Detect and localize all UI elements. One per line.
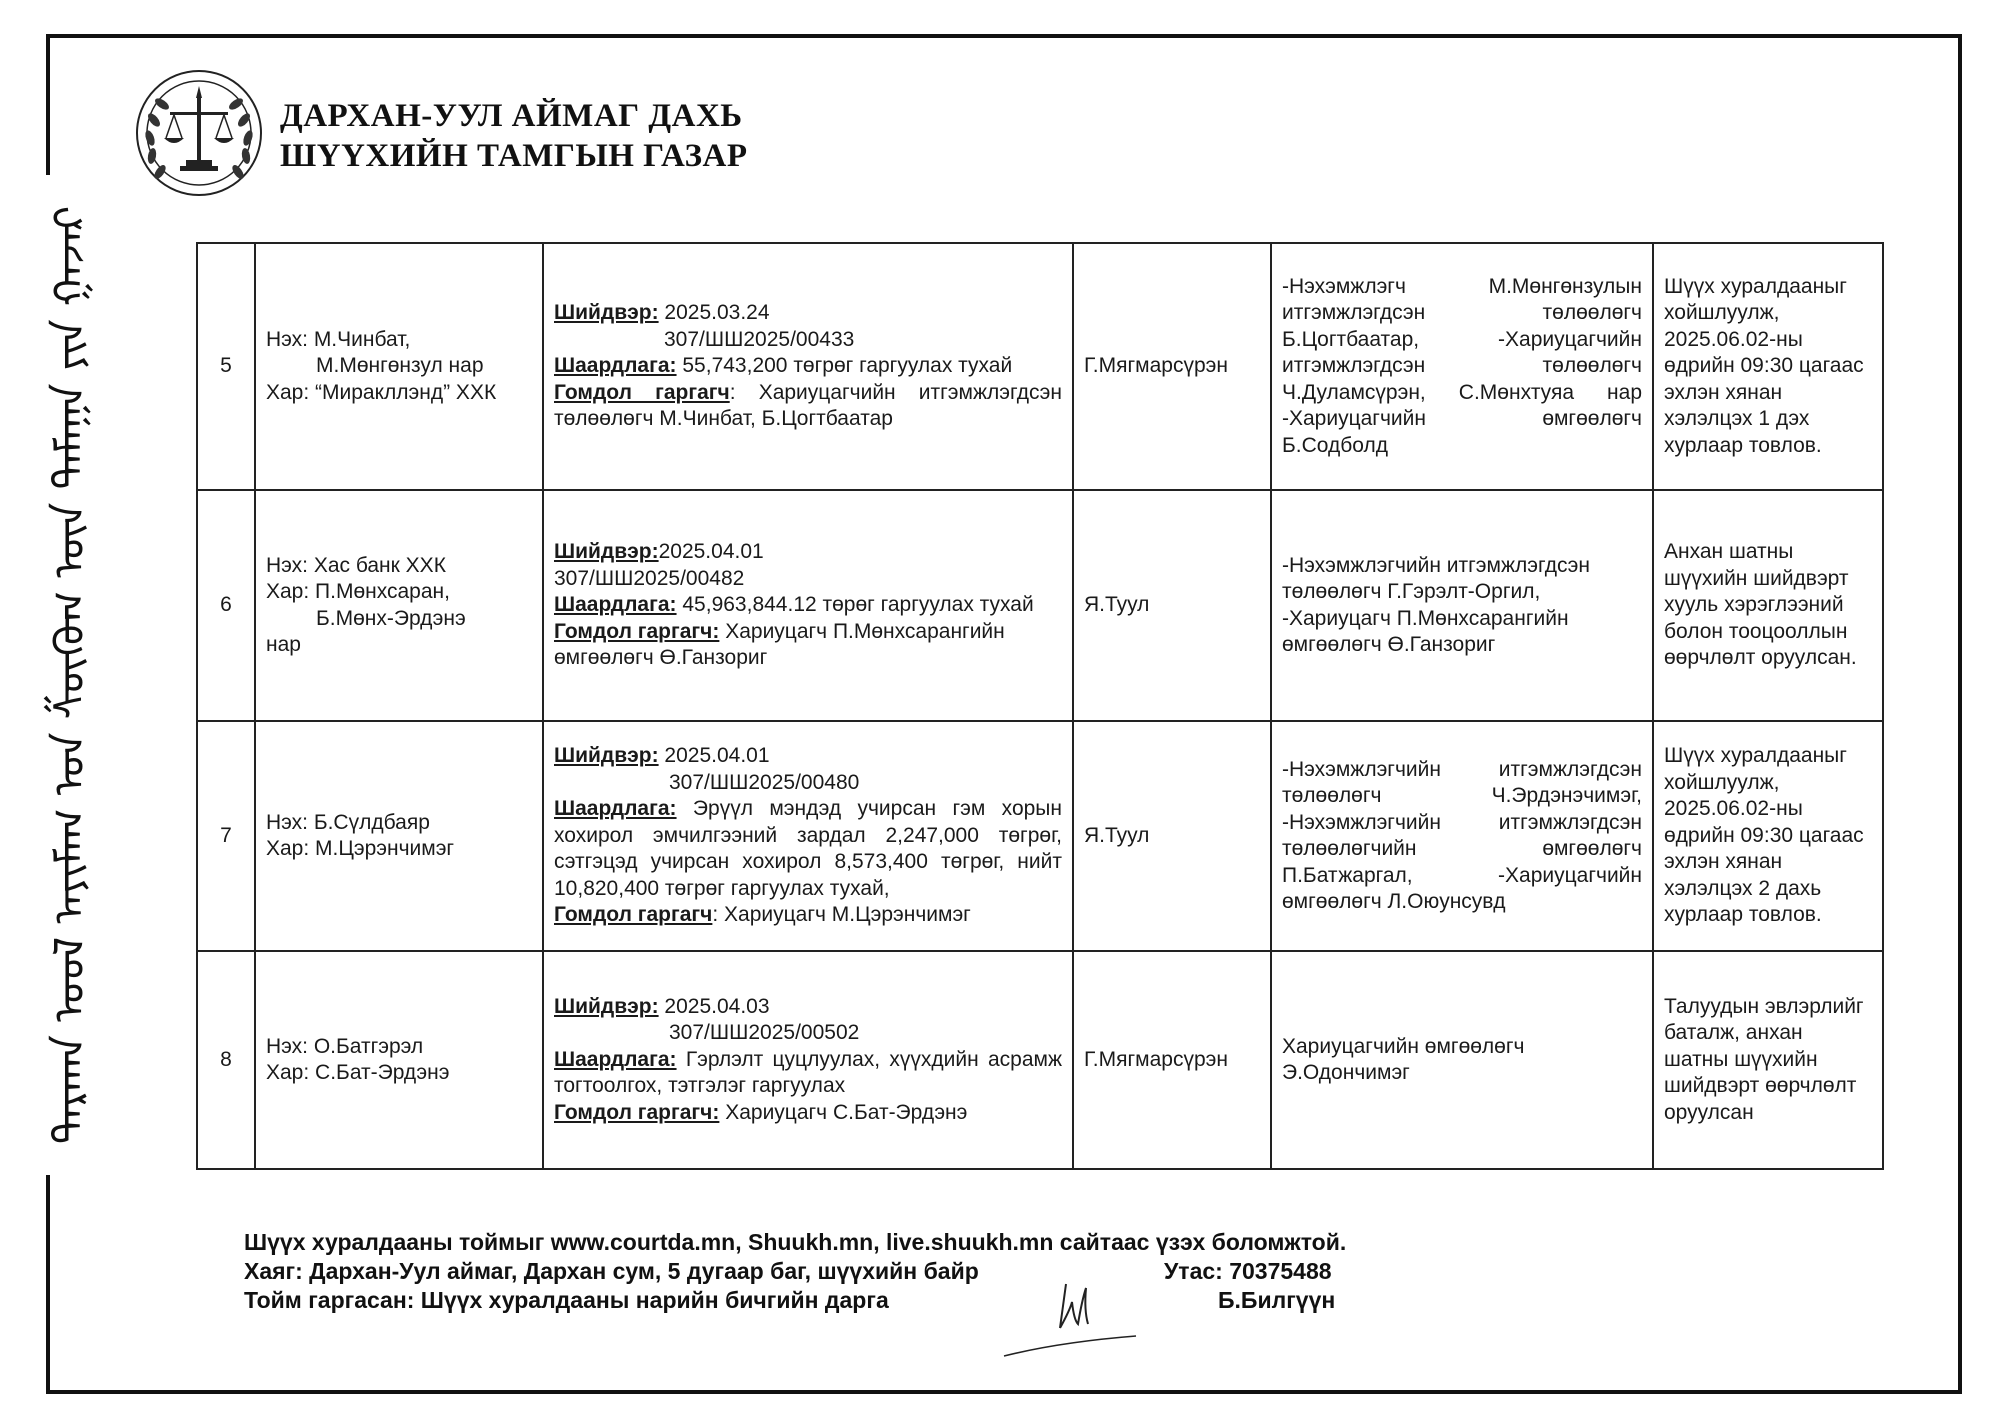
- footer-clerk-name: Б.Билгүүн: [1218, 1287, 1336, 1313]
- table-row: [197, 243, 1883, 490]
- participants-cell: -Нэхэмжлэгчийн итгэмжлэгдсэн төлөөлөгч Ч.Эрдэнэчимэг, -Нэхэмжлэгчийн итгэмжлэгдсэн төлөөлөгчийн өмгөөлөгч П.Батжаргал, -Хариуцагчийн өмгөөлөгч Л.Оюунсувд: [1271, 721, 1653, 951]
- row-number: 6: [197, 490, 255, 721]
- parties-cell: Нэх: М.Чинбат, М.Мөнгөнзул нар Хар: “Миракллэнд” ХХК: [255, 243, 543, 490]
- result-cell: Шүүх хуралдааныг хойшлуулж, 2025.06.02-ны өдрийн 09:30 цагаас эхлэн хянан хэлэлцэх 2 дахь хурлаар товлов.: [1653, 721, 1883, 951]
- footer-address-line: [244, 1257, 1346, 1286]
- table-row: [197, 721, 1883, 951]
- result-cell: Шүүх хуралдааныг хойшлуулж, 2025.06.02-ны өдрийн 09:30 цагаас эхлэн хянан хэлэлцэх 1 дэх хурлаар товлов.: [1653, 243, 1883, 490]
- footer: [244, 1228, 1346, 1315]
- result-cell: Анхан шатны шүүхийн шийдвэрт хууль хэрэглээний болон тооцооллын өөрчлөлт оруулсан.: [1653, 490, 1883, 721]
- judge-cell: Я.Туул: [1073, 721, 1271, 951]
- judge-cell: Г.Мягмарсүрэн: [1073, 243, 1271, 490]
- parties-cell: Нэх: Б.Сүлдбаяр Хар: М.Цэрэнчимэг: [255, 721, 543, 951]
- footer-phone: Утас: 70375488: [1164, 1258, 1332, 1284]
- mongolian-script-side-text: ᠳᠠᠷᠬᠠᠨ ᠤᠤᠯ ᠠᠶᠢᠮᠠᠭ ᠤᠨ ᠱᠦᠭᠦᠬ ᠦᠨ ᠲᠠᠮᠠᠭᠠ ᠶᠢᠨ ᠭᠠᠵᠠᠷ: [22, 175, 98, 1175]
- decision-cell: Шийдвэр:2025.04.01 307/ШШ2025/00482 Шаардлага: 45,963,844.12 төрөг гаргуулах тухай Гомдол гаргагч: Хариуцагч П.Мөнхсарангийн өмгөөлөгч Ө.Ганзориг: [543, 490, 1073, 721]
- decision-cell: Шийдвэр: 2025.03.24 307/ШШ2025/00433 Шаардлага: 55,743,200 төгрөг гаргуулах тухай Гомдол гаргагч: Хариуцагчийн итгэмжлэгдсэн төлөөлөгч М.Чинбат, Б.Цогтбаатар: [543, 243, 1073, 490]
- footer-prepared-by: Тойм гаргасан: Шүүх хуралдааны нарийн бичгийн дарга: [244, 1287, 889, 1313]
- table-row: [197, 490, 1883, 721]
- row-number: 7: [197, 721, 255, 951]
- footer-website-line: Шүүх хуралдааны тоймыг www.courtda.mn, Shuukh.mn, live.shuukh.mn сайтаас үзэх боломжтой.: [244, 1229, 1347, 1255]
- row-number: 5: [197, 243, 255, 490]
- participants-cell: -Нэхэмжлэгчийн итгэмжлэгдсэн төлөөлөгч Г.Гэрэлт-Оргил, -Хариуцагч П.Мөнхсарангийн өмгөөлөгч Ө.Ганзориг: [1271, 490, 1653, 721]
- organization-title: [280, 96, 747, 176]
- decision-cell: Шийдвэр: 2025.04.03 307/ШШ2025/00502 Шаардлага: Гэрлэлт цуцлуулах, хүүхдийн асрамж тогтоолгох, тэтгэлэг гаргуулах Гомдол гаргагч: Хариуцагч С.Бат-Эрдэнэ: [543, 951, 1073, 1169]
- participants-cell: -Нэхэмжлэгч М.Мөнгөнзулын итгэмжлэгдсэн төлөөлөгч Б.Цогтбаатар, -Хариуцагчийн итгэмжлэгдсэн төлөөлөгч Ч.Дуламсүрэн, С.Мөнхтуяа нар -Хариуцагчийн өмгөөлөгч Б.Содболд: [1271, 243, 1653, 490]
- court-emblem-icon: [134, 68, 264, 198]
- org-title-line1: ДАРХАН-УУЛ АЙМАГ ДАХЬ: [280, 98, 743, 134]
- participants-cell: Хариуцагчийн өмгөөлөгч Э.Одончимэг: [1271, 951, 1653, 1169]
- handwritten-signature: [1000, 1280, 1140, 1360]
- org-title-line2: ШҮҮХИЙН ТАМГЫН ГАЗАР: [280, 138, 748, 174]
- parties-cell: Нэх: Хас банк ХХК Хар: П.Мөнхсаран, Б.Мөнх-Эрдэнэ нар: [255, 490, 543, 721]
- result-cell: Талуудын эвлэрлийг баталж, анхан шатны шүүхийн шийдвэрт өөрчлөлт оруулсан: [1653, 951, 1883, 1169]
- footer-prepared-line: [244, 1286, 1346, 1315]
- case-table: [196, 242, 1884, 1170]
- judge-cell: Я.Туул: [1073, 490, 1271, 721]
- decision-cell: Шийдвэр: 2025.04.01 307/ШШ2025/00480 Шаардлага: Эрүүл мэндэд учирсан гэм хорын хохирол эмчилгээний зардал 2,247,000 төгрөг, сэтгэцэд учирсан хохирол 8,573,400 төгрөг, нийт 10,820,400 төгрөг гаргуулах тухай, Гомдол гаргагч: Хариуцагч М.Цэрэнчимэг: [543, 721, 1073, 951]
- table-row: [197, 951, 1883, 1169]
- judge-cell: Г.Мягмарсүрэн: [1073, 951, 1271, 1169]
- parties-cell: Нэх: О.Батгэрэл Хар: С.Бат-Эрдэнэ: [255, 951, 543, 1169]
- row-number: 8: [197, 951, 255, 1169]
- footer-address: Хаяг: Дархан-Уул аймаг, Дархан сум, 5 дугаар баг, шүүхийн байр: [244, 1258, 979, 1284]
